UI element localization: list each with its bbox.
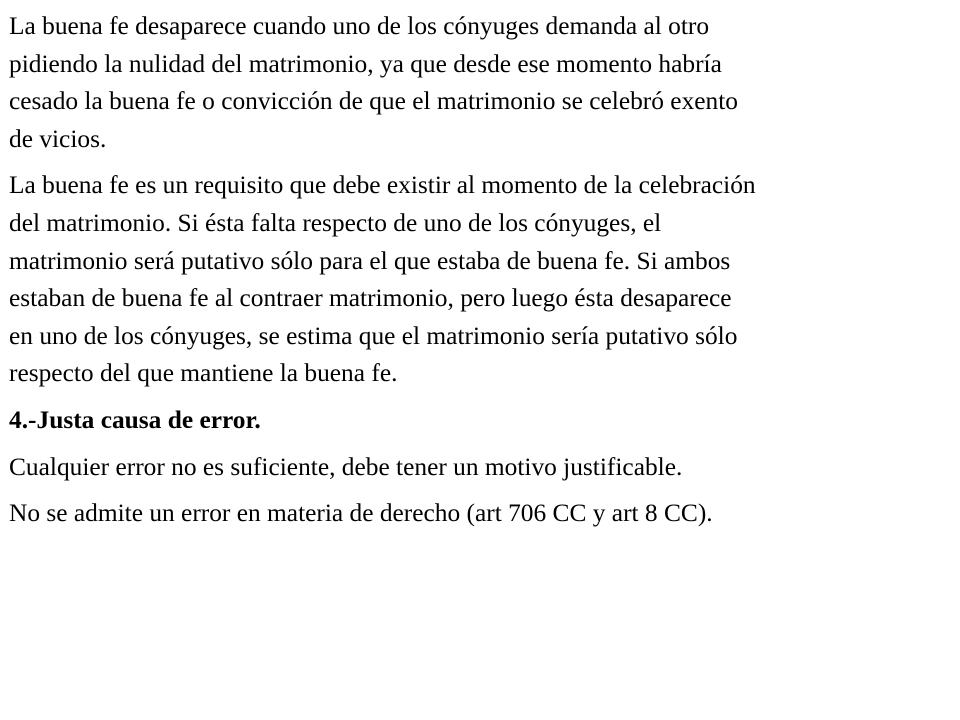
paragraph-error-motivo: Cualquier error no es suficiente, debe tener un motivo justificable.	[9, 452, 683, 481]
slide-text-body	[9, 8, 953, 542]
paragraph-error-derecho: No se admite un error en materia de derecho (art 706 CC y art 8 CC).	[9, 499, 713, 528]
section-heading-justa-causa: 4.-Justa causa de error.	[9, 405, 261, 434]
paragraph-buena-fe-desaparece: La buena fe desaparece cuando uno de los cónyuges demanda al otro pidiendo la nulidad del matrimonio, ya que desde ese momento habría cesado la buena fe o convicción de que el matrimonio se celebró exento de vicios.	[9, 12, 738, 153]
paragraph-buena-fe-requisito: La buena fe es un requisito que debe existir al momento de la celebración del matrimonio. Si ésta falta respecto de uno de los cónyuges, el matrimonio será putativo sólo para el que estaba de buena fe. Si ambos estaban de buena fe al contraer matrimonio, pero luego ésta desaparece en uno de los cónyuges, se estima que el matrimonio sería putativo sólo respecto del que mantiene la buena fe.	[9, 171, 756, 388]
